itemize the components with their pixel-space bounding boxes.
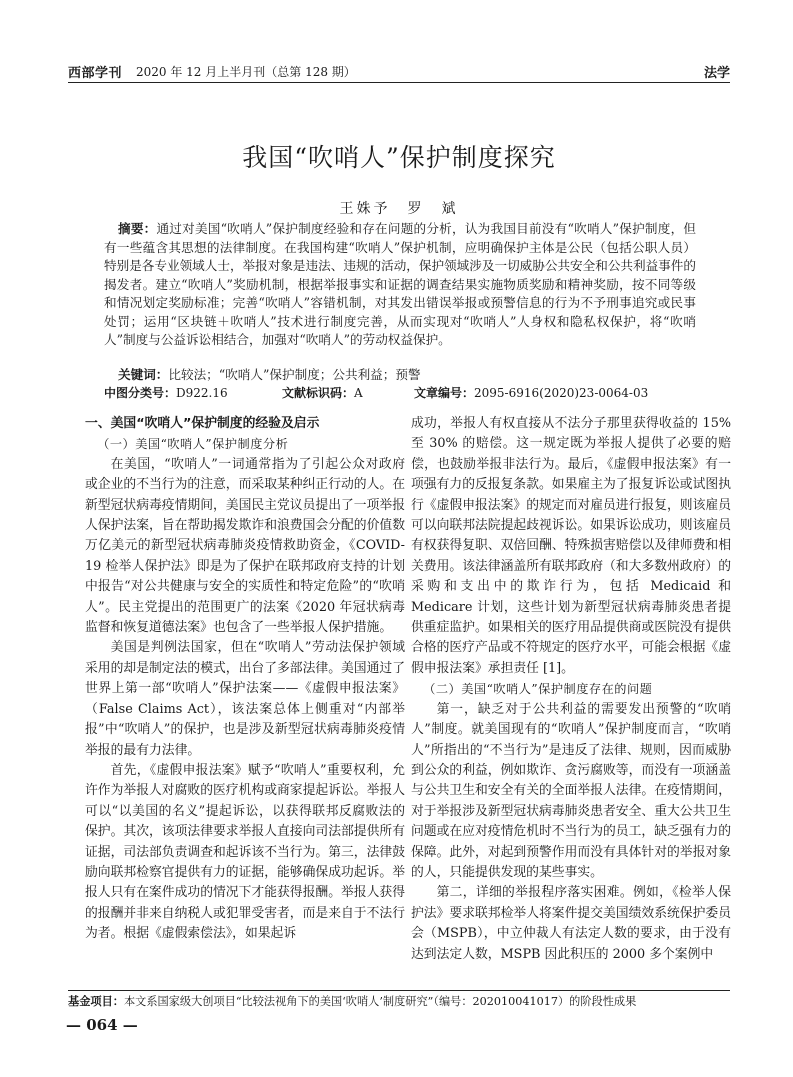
body-column-right (411, 414, 731, 965)
header-rule (68, 82, 730, 83)
subsection-heading: （二）美国“吹哨人”保护制度存在的问题 (423, 682, 653, 697)
footnote-rule (68, 990, 730, 991)
document-code-value: A (354, 386, 363, 400)
keywords (118, 366, 696, 384)
journal-name: 西部学刊 (68, 66, 123, 81)
body-column-left (85, 414, 405, 945)
abstract-label: 摘要： (118, 221, 157, 236)
article-meta (104, 384, 696, 402)
page-number: — 064 — (66, 1016, 138, 1034)
issue-info: 2020 年 12 月上半月刊（总第 128 期） (136, 65, 356, 79)
footnote-label: 基金项目： (68, 995, 124, 1008)
running-header (68, 62, 730, 80)
body-paragraph: 成功，举报人有权直接从不法分子那里获得收益的 15% 至 30% 的赔偿。这一规定既为举报人提供了必要的赔偿，也鼓励举报非法行为。最后，《虚假申报法案》有一项强有力的反报复条款。如果雇主为了报复诉讼或试图执行《虚假申报法案》的规定而对雇员进行报复，则该雇员可以向联邦法院提起歧视诉讼。如果诉讼成功，则该雇员有权获得复职、双倍回酬、特殊损害赔偿以及律师费和相关费用。该法律涵盖所有联邦政府（和大多数州政府）的采购和支出中的欺诈行为，包括 Medicaid 和 Medicare 计划，这些计划为新型冠状病毒肺炎患者提供重症监护。如果相关的医疗用品提供商或医院没有提供合格的医疗产品或不符规定的医疗水平，可能会根据《虚假申报法案》承担责任 [1]。 (411, 416, 731, 676)
clc-value: D922.16 (176, 386, 228, 400)
document-code (282, 384, 363, 401)
section-heading: 一、美国“吹哨人”保护制度的经验及启示 (85, 416, 320, 431)
article-authors: 王姝予 罗 斌 (339, 201, 459, 217)
clc-number (104, 384, 228, 401)
footnote-text: 本文系国家级大创项目“比较法视角下的美国‘吹哨人’制度研究”（编号：202010041017）的阶段性成果 (123, 995, 637, 1008)
abstract (104, 220, 696, 350)
subsection-heading: （一）美国“吹哨人”保护制度分析 (97, 437, 289, 452)
body-paragraph: 第二，详细的举报程序落实困难。例如，《检举人保护法》要求联邦检举人将案件提交美国绩效系统保护委员会（MSPB），中立仲裁人有法定人数的要求，由于没有达到法定人数，MSPB 因此积压的 2000 多个案例中 (411, 885, 731, 962)
section-name: 法学 (703, 66, 730, 81)
body-paragraph: 美国是判例法国家，但在“吹哨人”劳动法保护领域采用的却是制定法的模式，出台了多部法律。美国通过了世界上第一部“吹哨人”保护法案——《虚假申报法案》（False Claims Act），该法案总体上侧重对“内部举报”中“吹哨人”的保护，也是涉及新型冠状病毒肺炎疫情举报的最有力法律。 (85, 640, 405, 758)
article-title: 我国“吹哨人”保护制度探究 (242, 143, 556, 172)
body-paragraph: 第一，缺乏对于公共利益的需要发出预警的“吹哨人”制度。就美国现有的“吹哨人”保护制度而言，“吹哨人”所指出的“不当行为”是违反了法律、规则，因而威胁到公众的利益，例如欺诈、贪污腐败等，而没有一项涵盖与公共卫生和安全有关的全面举报人法律。在疫情期间，对于举报涉及新型冠状病毒肺炎患者安全、重大公共卫生问题或在应对疫情危机时不当行为的员工，缺乏强有力的保障。此外，对起到预警作用而没有具体针对的举报对象的人，只能提供发现的某些事实。 (411, 701, 731, 880)
article-number-label: 文章编号： (414, 386, 475, 400)
keywords-text: 比较法；“吹哨人”保护制度；公共利益；预警 (168, 367, 421, 382)
funding-footnote (68, 994, 730, 1010)
article-number (414, 384, 648, 401)
body-paragraph: 在美国，“吹哨人”一词通常指为了引起公众对政府或企业的不当行为的注意，而采取某种纠正行动的人。在新型冠状病毒疫情期间，美国民主党议员提出了一项举报人保护法案，旨在帮助揭发欺诈和浪费国会分配的价值数万亿美元的新型冠状病毒肺炎疫情救助资金，《COVID-19 检举人保护法》即是为了保护在联邦政府支持的计划中报告“对公共健康与安全的实质性和特定危险”的“吹哨人”。民主党提出的范围更广的法案《2020 年冠状病毒监督和恢复道德法案》也包含了一些举报人保护措施。 (85, 456, 405, 636)
keywords-label: 关键词： (118, 367, 169, 382)
article-number-value: 2095-6916(2020)23-0064-03 (474, 386, 649, 400)
document-code-label: 文献标识码： (282, 386, 355, 400)
body-paragraph: 首先，《虚假申报法案》赋予“吹哨人”重要权利，允许作为举报人对腐败的医疗机构或商家提起诉讼。举报人可以“以美国的名义”提起诉讼，以获得联邦反腐败法的保护。其次，该项法律要求举报人直接向司法部提供所有证据，司法部负责调查和起诉该不当行为。第三，法律鼓励向联邦检察官提供有力的证据，能够确保成功起诉。举报人只有在案件成功的情况下才能获得报酬。举报人获得的报酬并非来自纳税人或犯罪受害者，而是来自于不法行为者。根据《虚假索偿法》，如果起诉 (85, 762, 405, 942)
abstract-text: 通过对美国“吹哨人”保护制度经验和存在问题的分析，认为我国目前没有“吹哨人”保护制度，但有一些蕴含其思想的法律制度。在我国构建“吹哨人”保护机制，应明确保护主体是公民（包括公职人员）特别是各专业领域人士，举报对象是违法、违规的活动，保护领域涉及一切威胁公共安全和公共利益事件的揭发者。建立“吹哨人”奖励机制，根据举报事实和证据的调查结果实施物质奖励和精神奖励，按不同等级和情况划定奖励标准；完善“吹哨人”容错机制，对其发出错误举报或预警信息的行为不予刑事追究或民事处罚；运用“区块链＋吹哨人”技术进行制度完善，从而实现对“吹哨人”人身权和隐私权保护，将“吹哨人”制度与公益诉讼相结合，加强对“吹哨人”的劳动权益保护。 (104, 221, 696, 347)
clc-label: 中图分类号： (104, 386, 177, 400)
